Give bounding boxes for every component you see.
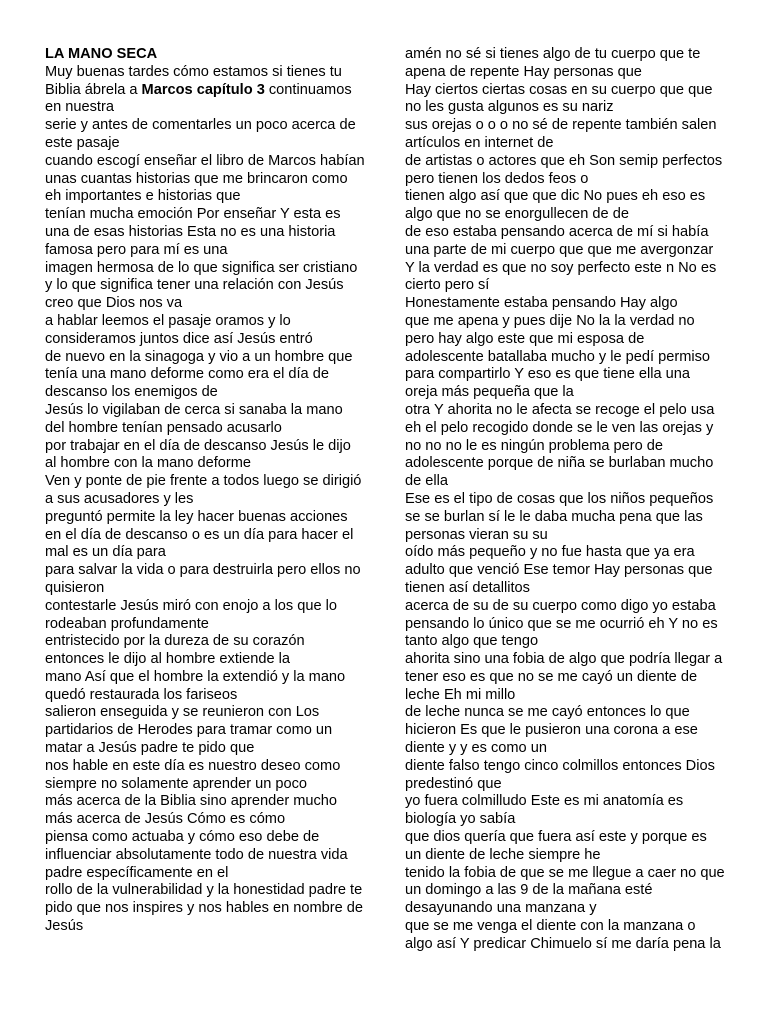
text-line: nos hable en este día es nuestro deseo como siempre no solamente aprender un poco xyxy=(45,757,341,792)
text-line: contestarle Jesús miró con enojo a los que lo rodeaban profundamente xyxy=(45,597,338,632)
text-line: otra Y ahorita no le afecta se recoge el pelo usa eh el pelo recogido donde se le ven las orejas y no no no le es ningún problema pero de adolescente porque de niña se burlaban mucho de ella xyxy=(405,401,715,490)
intro-text-after: continuamos en nuestra xyxy=(45,81,352,116)
document-title: LA MANO SECA xyxy=(45,46,158,62)
text-line: más acerca de la Biblia sino aprender mucho más acerca de Jesús Cómo es cómo xyxy=(45,793,338,828)
text-line: Jesús lo vigilaban de cerca si sanaba la mano del hombre tenían pensado acusarlo xyxy=(45,401,343,436)
text-line: que se me venga el diente con la manzana o algo así Y predicar Chimuelo sí me daría pena la xyxy=(405,918,721,952)
text-line: mano Así que el hombre la extendió y la mano quedó restaurada los fariseos xyxy=(45,668,346,703)
text-line: de leche nunca se me cayó entonces lo que hicieron Es que le pusieron una corona a ese diente y y es como un xyxy=(405,704,698,757)
text-line: amén no sé si tienes algo de tu cuerpo que te apena de repente Hay personas que xyxy=(405,46,701,80)
text-line: salieron enseguida y se reunieron con Los partidarios de Herodes para tramar como un matar a Jesús padre te pido que xyxy=(45,704,333,757)
text-line: unas cuantas historias que me brincaron como eh importantes e historias que xyxy=(45,170,348,205)
text-line: a hablar leemos el pasaje oramos y lo consideramos juntos dice así Jesús entró xyxy=(45,312,313,347)
text-line: imagen hermosa de lo que significa ser cristiano y lo que significa tener una relación con Jesús creo que Dios nos va xyxy=(45,259,358,312)
text-line: diente falso tengo cinco colmillos entonces Dios predestinó que xyxy=(405,757,715,792)
text-line: de eso estaba pensando acerca de mí si había una parte de mi cuerpo que que me avergonzar Y la verdad es que no soy perfecto este n No es cierto pero sí xyxy=(405,223,717,294)
right-column xyxy=(405,46,725,954)
text-line: yo fuera colmilludo Este es mi anatomía es biología yo sabía xyxy=(405,793,684,828)
text-line: tienen algo así que que dic No pues eh eso es algo que no se enorgullecen de de xyxy=(405,188,706,223)
text-line: Ven y ponte de pie frente a todos luego se dirigió a sus acusadores y les xyxy=(45,473,362,507)
text-line: preguntó permite la ley hacer buenas acciones en el día de descanso o es un día para hacer el mal es un día para xyxy=(45,508,354,561)
intro-paragraph xyxy=(45,64,365,117)
text-line: que me apena y pues dije No la la verdad no pero hay algo este que mi esposa de adolescente batallaba mucho y le pedí permiso para compartirlo Y eso es que tiene ella una oreja más pequeña que la xyxy=(405,312,711,401)
text-line: serie y antes de comentarles un poco acerca de este pasaje xyxy=(45,117,356,151)
scripture-reference: Marcos capítulo 3 xyxy=(141,81,265,98)
text-line: por trabajar en el día de descanso Jesús le dijo al hombre con la mano deforme xyxy=(45,437,351,472)
text-line: de nuevo en la sinagoga y vio a un hombre que tenía una mano deforme como era el día de descanso los enemigos de xyxy=(45,348,353,401)
text-line: ahorita sino una fobia de algo que podría llegar a tener eso es que no se me cayó un diente de leche Eh mi millo xyxy=(405,651,723,703)
text-line: oído más pequeño y no fue hasta que ya era adulto que venció Ese temor Hay personas que tienen así detallitos xyxy=(405,544,713,596)
text-line: piensa como actuaba y cómo eso debe de influenciar absolutamente todo de nuestra vida padre específicamente en el xyxy=(45,829,348,881)
text-line: para salvar la vida o para destruirla pero ellos no quisieron xyxy=(45,562,361,596)
text-line: Honestamente estaba pensando Hay algo xyxy=(405,295,678,312)
text-line: que dios quería que fuera así este y porque es un diente de leche siempre he xyxy=(405,829,707,863)
text-line: cuando escogí enseñar el libro de Marcos habían xyxy=(45,152,365,169)
text-line: Hay ciertos ciertas cosas en su cuerpo que que no les gusta algunos es su nariz xyxy=(405,81,713,116)
left-column xyxy=(45,46,365,936)
text-line: tenido la fobia de que se me llegue a caer no que un domingo a las 9 de la mañana esté desayunando una manzana y xyxy=(405,864,725,917)
text-line: sus orejas o o o no sé de repente también salen artículos en internet de xyxy=(405,117,717,151)
text-line: de artistas o actores que eh Son semip perfectos pero tienen los dedos feos o xyxy=(405,152,723,187)
intro-text-before: Muy buenas tardes cómo estamos si tienes tu Biblia ábrela a xyxy=(45,63,342,98)
text-line: rollo de la vulnerabilidad y la honestidad padre te pido que nos inspires y nos hables en nombre de Jesús xyxy=(45,882,364,935)
text-line: acerca de su de su cuerpo como digo yo estaba pensando lo único que se me ocurrió eh Y no es tanto algo que tengo xyxy=(405,597,718,650)
text-line: Ese es el tipo de cosas que los niños pequeños se se burlan sí le le daba mucha pena que las personas vieran su su xyxy=(405,490,714,543)
text-line: tenían mucha emoción Por enseñar Y esta es una de esas historias Esta no es una historia famosa pero para mí es una xyxy=(45,206,341,258)
text-line: entristecido por la dureza de su corazón entonces le dijo al hombre extiende la xyxy=(45,633,305,668)
